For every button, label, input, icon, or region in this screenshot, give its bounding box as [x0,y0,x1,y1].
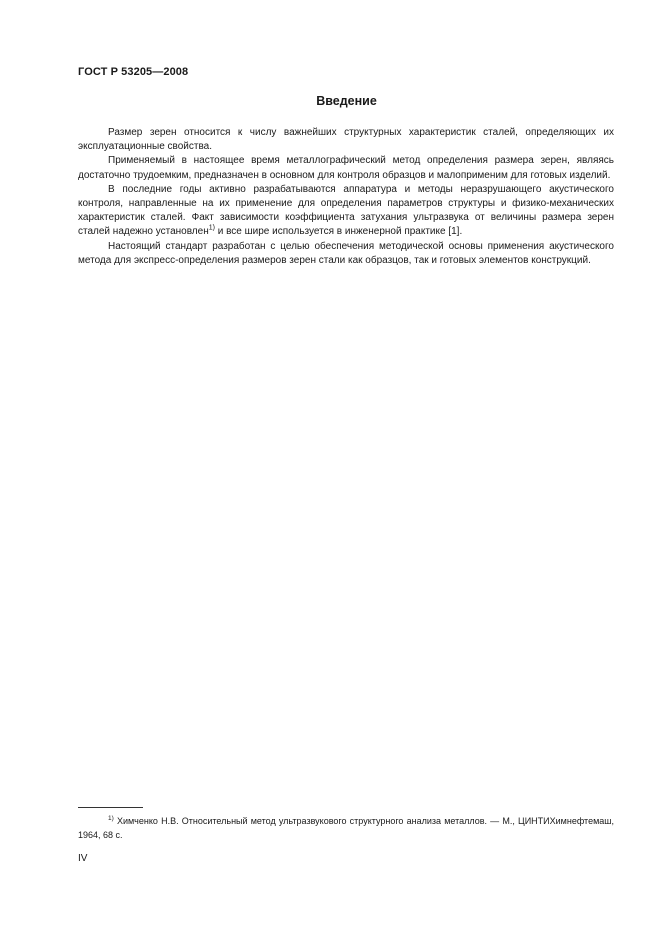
footnote-text: Химченко Н.В. Относительный метод ультразвукового структурного анализа металлов. — М., ЦИНТИХимнефтемаш, 1964, 68 с. [78,816,614,840]
footnote-marker: 1) [108,815,114,822]
paragraph-3 [78,183,614,240]
paragraph-4: Настоящий стандарт разработан с целью обеспечения методической основы применения акустического метода для экспресс-определения размеров зерен стали как образцов, так и готовых элементов конструкций. [78,240,614,266]
footnote [78,814,614,842]
paragraph-2: Применяемый в настоящее время металлографический метод определения размера зерен, являясь достаточно трудоемким, предназначен в основном для контроля образцов и малоприменим для готовых изделий. [78,155,614,181]
footnote-separator [78,807,143,808]
paragraph-3-text: В последние годы активно разрабатываются аппаратура и методы неразрушающего акустического контроля, направленные на их применение для определения параметров структуры и физико-механических характеристик сталей. Факт зависимости коэффициента затухания ультразвука от величины размера зерен сталей надежно установлен [78,183,614,238]
paragraph-3-text-continued: и все шире используется в инженерной практике [1]. [214,226,463,238]
body-text [78,126,614,268]
footnote-reference[interactable]: 1) [208,225,215,233]
paragraph-1: Размер зерен относится к числу важнейших структурных характеристик сталей, определяющих их эксплуатационные свойства. [78,127,614,153]
page-number: IV [78,853,88,864]
standard-header: ГОСТ Р 53205—2008 [78,66,189,78]
section-title: Введение [316,94,377,108]
